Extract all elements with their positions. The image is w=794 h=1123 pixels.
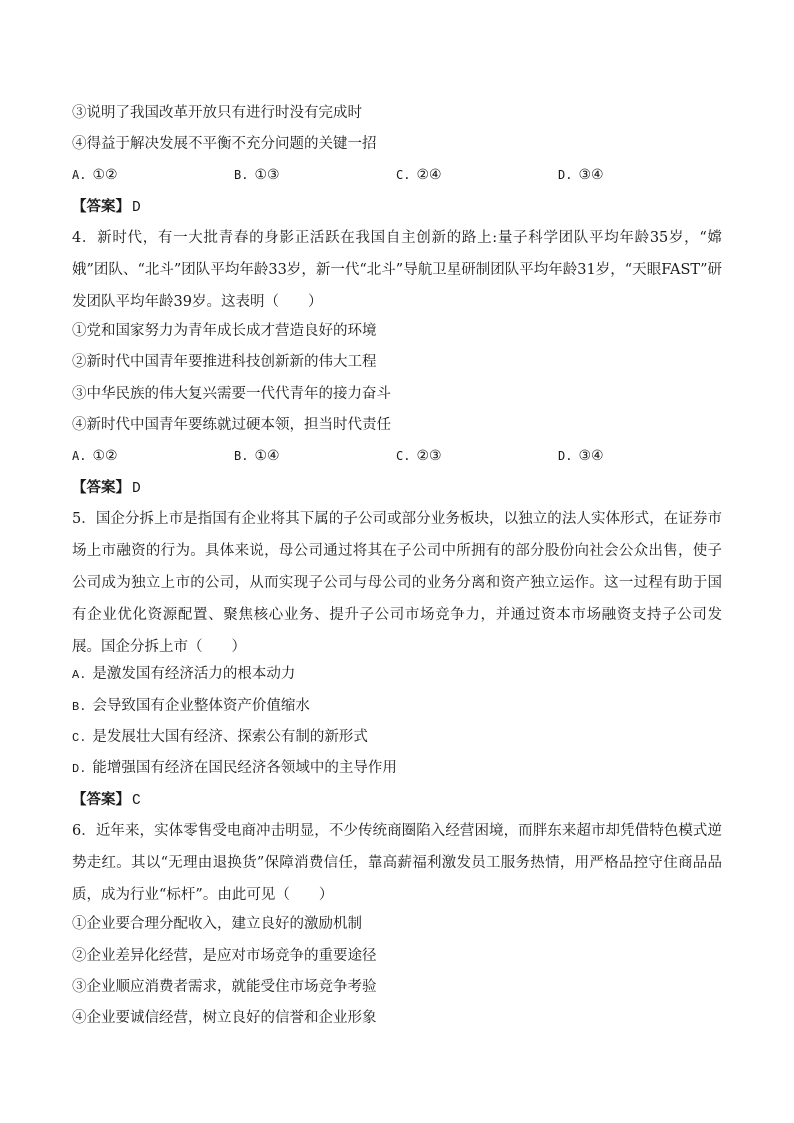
q4-item-1: ①党和国家努力为青年成长成才营造良好的环境 (72, 323, 377, 339)
q6-item-4: ④企业要诚信经营，树立良好的信誉和企业形象 (72, 1010, 377, 1026)
q5-choice-a: A. 是激发国有经济活力的根本动力 (72, 666, 296, 682)
q4-option-c: C. ②③ (396, 448, 442, 464)
q5-choice-c: C. 是发展壮大国有经济、探索公有制的新形式 (72, 729, 368, 745)
q5-choice-d: D. 能增强国有经济在国民经济各领域中的主导作用 (72, 760, 397, 776)
q3-option-c: C. ②④ (396, 167, 442, 183)
q4-item-3: ③中华民族的伟大复兴需要一代代青年的接力奋斗 (72, 386, 391, 402)
q4-stem: 4．新时代，有一大批青春的身影正活跃在我国自主创新的路上:量子科学团队平均年龄35岁，“嫦娥”团队、“北斗”团队平均年龄33岁，新一代“北斗”导航卫星研制团队平均年龄31岁，“天眼FAST”研发团队平均年龄39岁。这表明（ ） (72, 230, 722, 310)
q3-option-a: A. ①② (72, 167, 118, 183)
q6-item-3: ③企业顺应消费者需求，就能受住市场竞争考验 (72, 979, 377, 995)
q3-option-b: B. ①③ (234, 167, 280, 183)
q3-answer: 【答案】 D (72, 198, 141, 216)
q5-choice-b: B. 会导致国有企业整体资产价值缩水 (72, 698, 310, 714)
q4-option-d: D. ③④ (558, 448, 604, 464)
q4-item-2: ②新时代中国青年要推进科技创新新的伟大工程 (72, 354, 377, 370)
q3-options (72, 165, 722, 185)
q3-option-d: D. ③④ (558, 167, 604, 183)
q5-stem: 5．国企分拆上市是指国有企业将其下属的子公司或部分业务板块，以独立的法人实体形式，在证券市场上市融资的行为。具体来说，母公司通过将其在子公司中所拥有的部分股份向社会公众出售，使子公司成为独立上市的公司，从而实现子公司与母公司的业务分离和资产独立运作。这一过程有助于国有企业优化资源配置、聚焦核心业务、提升子公司市场竞争力，并通过资本市场融资支持子公司发展。国企分拆上市（ ） (72, 511, 722, 655)
q6-stem: 6．近年来，实体零售受电商冲击明显，不少传统商圈陷入经营困境，而胖东来超市却凭借特色模式逆势走红。其以“无理由退换货”保障消费信任，靠高薪福利激发员工服务热情，用严格品控守住商品品质，成为行业“标杆”。由此可见（ ） (72, 823, 722, 903)
q4-option-b: B. ①④ (234, 448, 280, 464)
q6-item-1: ①企业要合理分配收入，建立良好的激励机制 (72, 916, 362, 932)
q4-answer: 【答案】 D (72, 479, 141, 497)
q5-answer: 【答案】 C (72, 791, 141, 809)
q4-item-4: ④新时代中国青年要练就过硬本领，担当时代责任 (72, 417, 391, 433)
q6-item-2: ②企业差异化经营，是应对市场竞争的重要途径 (72, 948, 377, 964)
q4-option-a: A. ①② (72, 448, 118, 464)
q3-item-4: ④得益于解决发展不平衡不充分问题的关键一招 (72, 136, 377, 152)
q3-item-3: ③说明了我国改革开放只有进行时没有完成时 (72, 105, 362, 121)
q4-options (72, 446, 722, 466)
